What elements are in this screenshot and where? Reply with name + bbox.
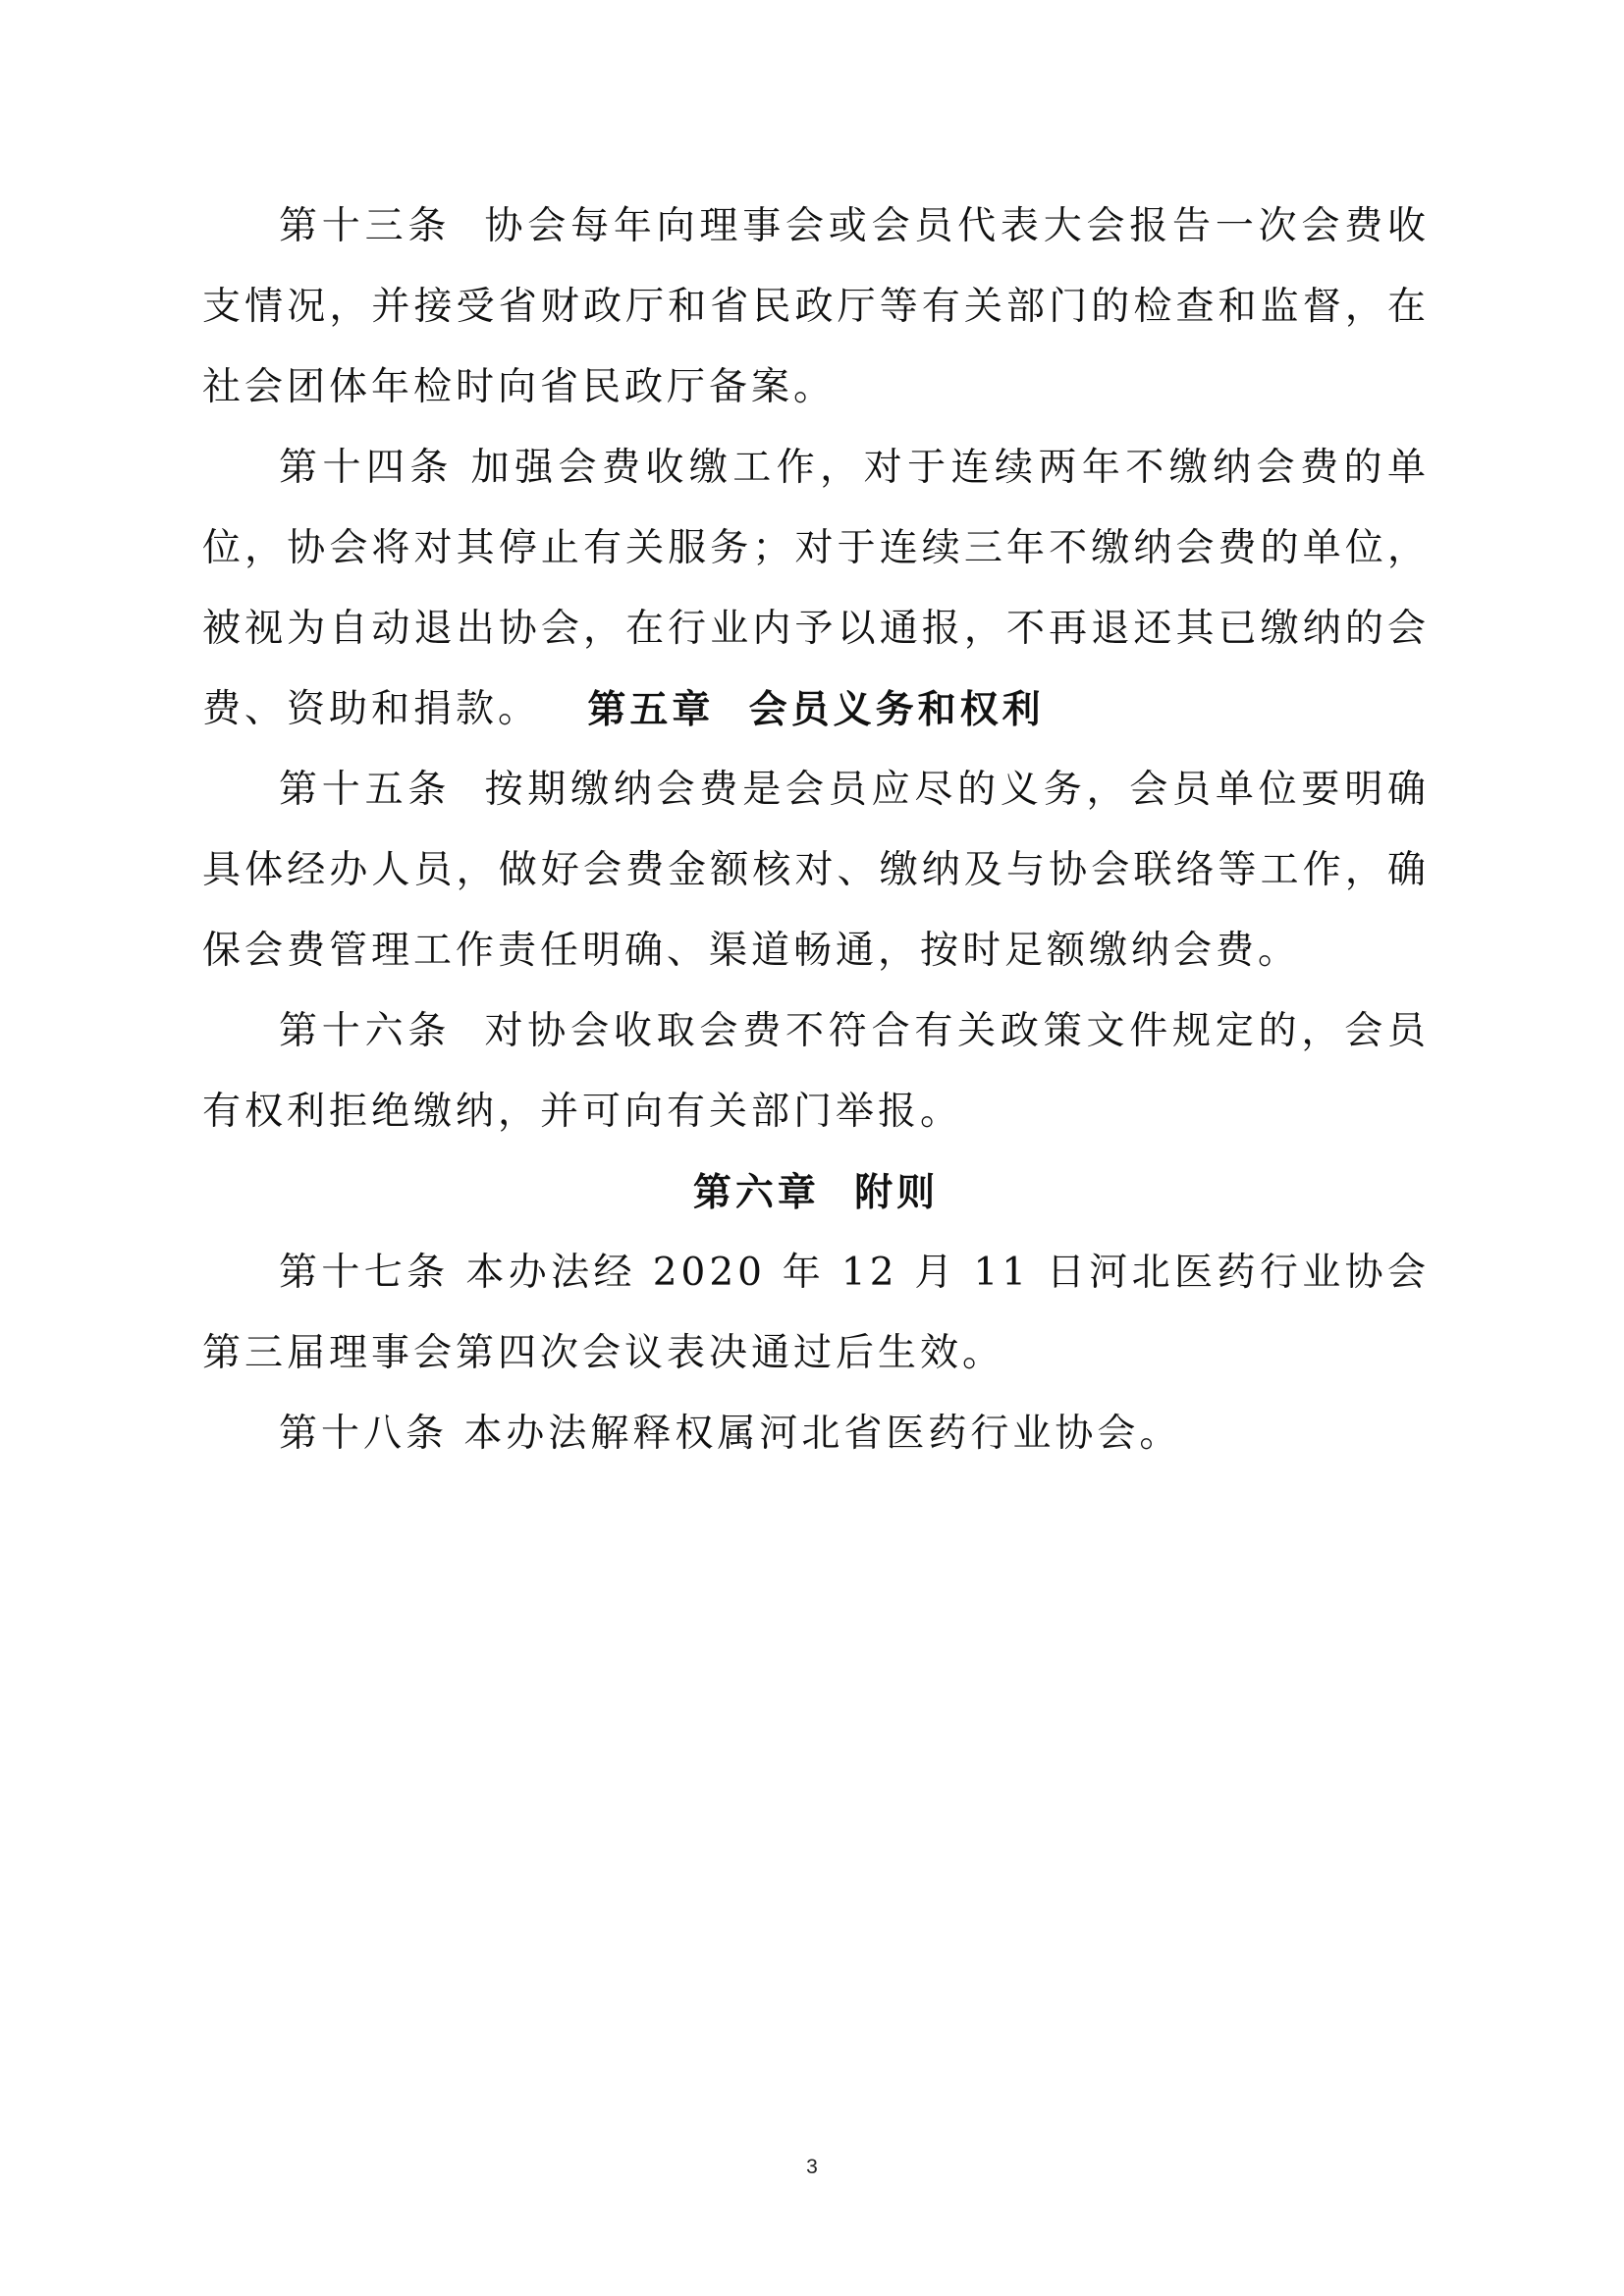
chapter-6-number: 第六章 <box>692 1170 820 1215</box>
article-17-paragraph <box>202 1233 1430 1394</box>
article-16-text: 对协会收取会费不符合有关政策文件规定的，会员有权利拒绝缴纳，并可向有关部门举报。 <box>202 1009 1430 1134</box>
article-15-text: 按期缴纳会费是会员应尽的义务，会员单位要明确具体经办人员，做好会费金额核对、缴纳及与协会联络等工作，确保会费管理工作责任明确、渠道畅通，按时足额缴纳会费。 <box>202 768 1430 973</box>
chapter-6-title: 附则 <box>854 1170 940 1215</box>
article-15-paragraph <box>202 750 1430 991</box>
chapter-5-heading <box>202 669 1430 750</box>
chapter-6-heading-block <box>202 1152 1430 1233</box>
article-15-number: 第十五条 <box>279 768 452 812</box>
page-number: 3 <box>806 2156 818 2178</box>
article-14-text: 加强会费收缴工作，对于连续两年不缴纳会费的单位，协会将对其停止有关服务；对于连续三年不缴纳会费的单位，被视为自动退出协会，在行业内予以通报，不再退还其已缴纳的会费、资助和捐款。 <box>202 446 1430 731</box>
article-17-number: 第十七条 <box>279 1251 450 1295</box>
article-17-text: 本办法经 2020 年 12 月 11 日河北医药行业协会第三届理事会第四次会议表决通过后生效。 <box>202 1251 1430 1375</box>
article-13-text: 协会每年向理事会或会员代表大会报告一次会费收支情况，并接受省财政厅和省民政厅等有关部门的检查和监督，在社会团体年检时向省民政厅备案。 <box>202 204 1430 409</box>
article-18 <box>202 1394 1430 1474</box>
article-18-text: 本办法解释权属河北省医药行业协会。 <box>463 1412 1182 1456</box>
chapter-6-heading <box>202 1152 1430 1233</box>
article-13-number: 第十三条 <box>279 204 452 248</box>
article-16 <box>202 991 1430 1152</box>
article-18-paragraph <box>202 1394 1430 1474</box>
article-13 <box>202 187 1430 428</box>
chapter-5-heading-block <box>202 669 1430 750</box>
article-18-number: 第十八条 <box>279 1412 449 1456</box>
article-16-number: 第十六条 <box>279 1009 452 1053</box>
article-13-paragraph <box>202 187 1430 428</box>
chapter-5-number: 第五章 <box>587 687 715 732</box>
article-17 <box>202 1233 1430 1394</box>
article-16-paragraph <box>202 991 1430 1152</box>
article-15 <box>202 750 1430 991</box>
chapter-5-title: 会员义务和权利 <box>748 687 1045 732</box>
article-14-number: 第十四条 <box>279 446 454 490</box>
